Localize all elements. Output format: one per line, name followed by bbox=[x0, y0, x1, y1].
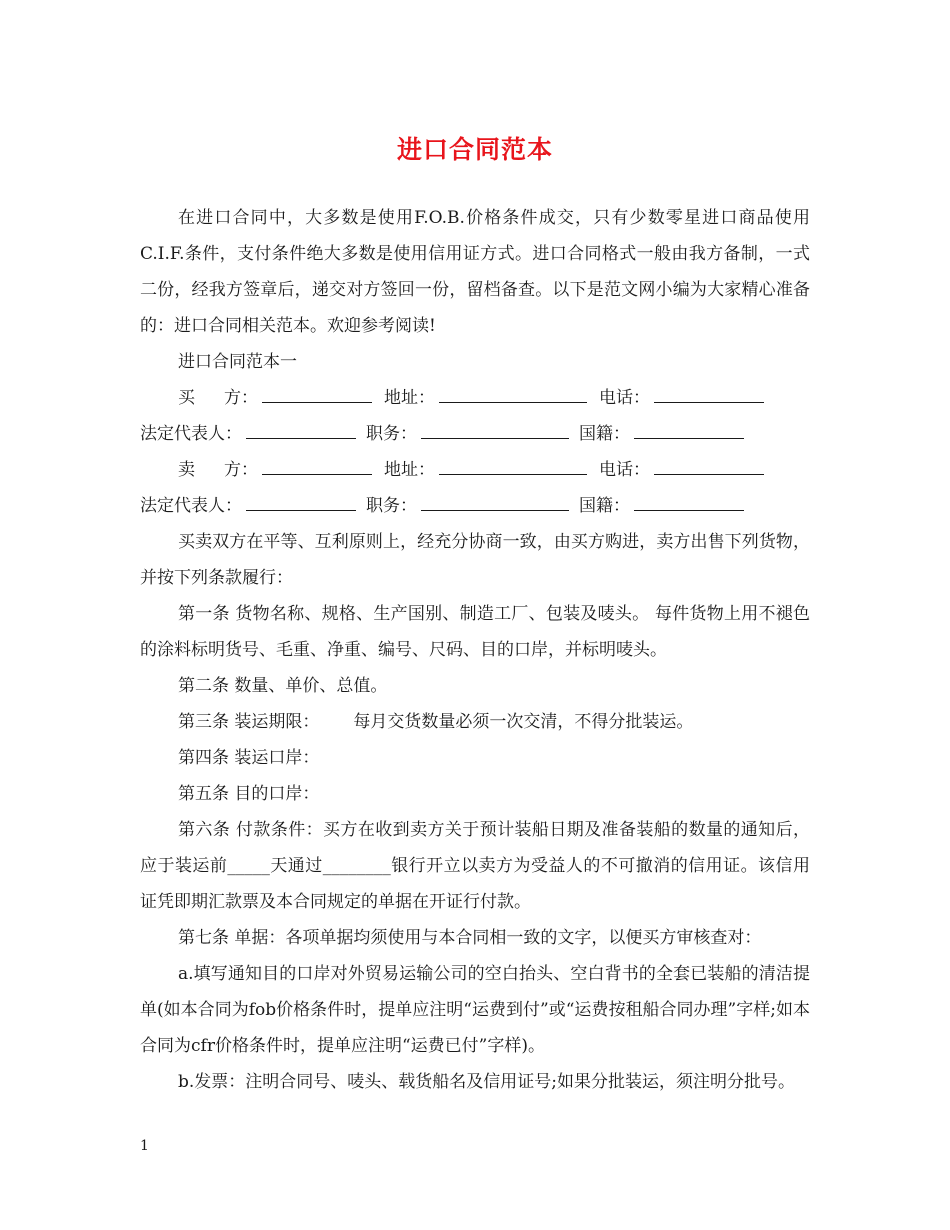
buyer-address-label: 地址： bbox=[384, 388, 435, 408]
document-item-b: b.发票：注明合同号、唛头、载货船名及信用证号;如果分批装运，须注明分批号。 bbox=[178, 1072, 796, 1092]
buyer-nationality-blank[interactable] bbox=[634, 424, 744, 439]
seller-nationality-blank[interactable] bbox=[634, 496, 744, 511]
article-2: 第二条 数量、单价、总值。 bbox=[178, 676, 388, 696]
seller-address-label: 地址： bbox=[384, 460, 435, 480]
seller-position-label: 职务： bbox=[366, 496, 417, 516]
buyer-row-2 bbox=[140, 416, 810, 452]
page-number: 1 bbox=[140, 1138, 149, 1154]
seller-row-1 bbox=[140, 452, 810, 488]
buyer-name-blank[interactable] bbox=[262, 388, 372, 403]
document-item-a: a.填写通知目的口岸对外贸易运输公司的空白抬头、空白背书的全套已装船的清洁提单(如本合同为fob价格条件时，提单应注明“运费到付”或“运费按租船合同办理”字样;如本合同为cfr价格条件时，提单应注明“运费已付”字样)。 bbox=[140, 964, 810, 1056]
buyer-phone-blank[interactable] bbox=[654, 388, 764, 403]
buyer-legal-rep-blank[interactable] bbox=[246, 424, 356, 439]
seller-phone-blank[interactable] bbox=[654, 460, 764, 475]
buyer-row-1 bbox=[140, 380, 810, 416]
seller-name-blank[interactable] bbox=[262, 460, 372, 475]
seller-legal-rep-blank[interactable] bbox=[246, 496, 356, 511]
intro-paragraph: 在进口合同中，大多数是使用F.O.B.价格条件成交，只有少数零星进口商品使用C.I.F.条件，支付条件绝大多数是使用信用证方式。进口合同格式一般由我方备制，一式二份，经我方签章后，递交对方签回一份，留档备查。以下是范文网小编为大家精心准备的：进口合同相关范本。欢迎参考阅读! bbox=[140, 208, 810, 336]
article-4: 第四条 装运口岸： bbox=[178, 748, 320, 768]
buyer-label: 买 方： bbox=[178, 388, 258, 408]
article-7: 第七条 单据：各项单据均须使用与本合同相一致的文字，以便买方审核查对： bbox=[178, 928, 762, 948]
article-3 bbox=[140, 704, 810, 740]
seller-position-blank[interactable] bbox=[421, 496, 569, 511]
article-3-text: 每月交货数量必须一次交清，不得分批装运。 bbox=[353, 712, 694, 732]
seller-legal-rep-label: 法定代表人： bbox=[140, 496, 242, 516]
document-body bbox=[140, 200, 810, 1100]
document-title: 进口合同范本 bbox=[396, 135, 553, 164]
buyer-address-blank[interactable] bbox=[439, 388, 587, 403]
buyer-legal-rep-label: 法定代表人： bbox=[140, 424, 242, 444]
buyer-phone-label: 电话： bbox=[599, 388, 650, 408]
seller-nationality-label: 国籍： bbox=[579, 496, 630, 516]
buyer-position-label: 职务： bbox=[366, 424, 417, 444]
agreement-paragraph: 买卖双方在平等、互利原则上，经充分协商一致，由买方购进，卖方出售下列货物，并按下列条款履行： bbox=[140, 532, 810, 588]
article-5: 第五条 目的口岸： bbox=[178, 784, 320, 804]
seller-label: 卖 方： bbox=[178, 460, 258, 480]
seller-phone-label: 电话： bbox=[599, 460, 650, 480]
article-1: 第一条 货物名称、规格、生产国别、制造工厂、包装及唛头。 每件货物上用不褪色的涂料标明货号、毛重、净重、编号、尺码、目的口岸，并标明唛头。 bbox=[140, 604, 810, 660]
buyer-nationality-label: 国籍： bbox=[579, 424, 630, 444]
seller-row-2 bbox=[140, 488, 810, 524]
article-6: 第六条 付款条件：买方在收到卖方关于预计装船日期及准备装船的数量的通知后，应于装运前_____天通过________银行开立以卖方为受益人的不可撤消的信用证。该信用证凭即期汇款票及本合同规定的单据在开证行付款。 bbox=[140, 820, 810, 912]
seller-address-blank[interactable] bbox=[439, 460, 587, 475]
buyer-position-blank[interactable] bbox=[421, 424, 569, 439]
article-3-label: 第三条 装运期限： bbox=[178, 712, 320, 732]
section-title: 进口合同范本一 bbox=[178, 352, 297, 372]
